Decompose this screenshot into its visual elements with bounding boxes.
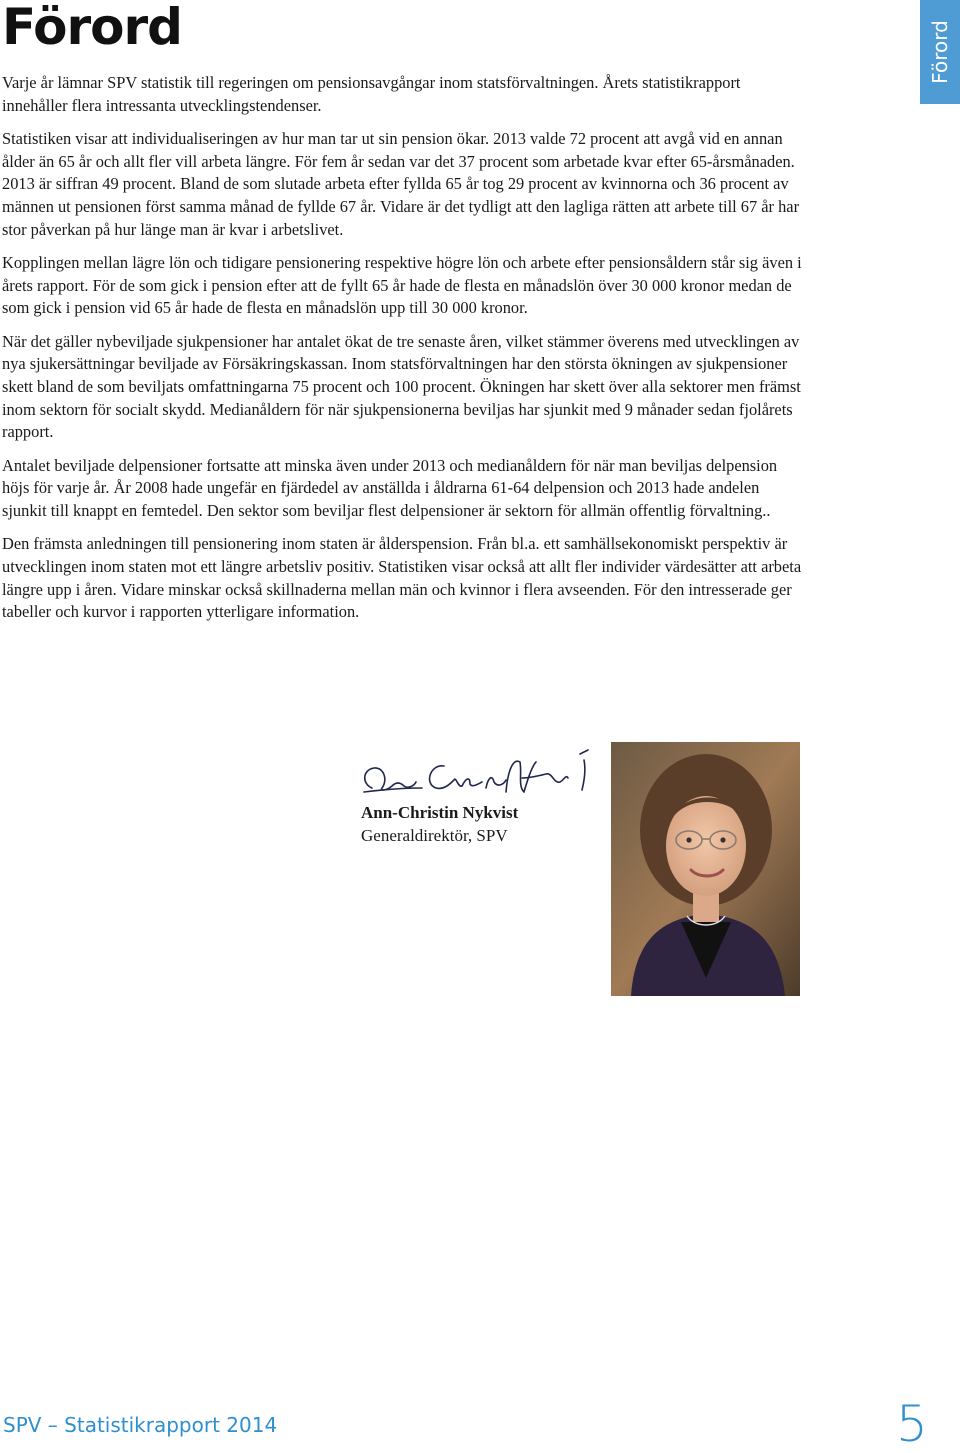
signatory-name: Ann-Christin Nykvist — [361, 803, 519, 822]
paragraph-salary: Kopplingen mellan lägre lön och tidigare pensionering respektive högre lön och arbete efter pensionsåldern står sig även i årets rapport. För de som gick i pension efter att de fyllt 65 år hade de flesta en månadslön över 30 000 kronor medan de som gick i pension vid 65 år hade de flesta en månadslön upp till 30 000 kronor. — [2, 252, 802, 318]
section-tab-label: Förord — [928, 20, 952, 84]
footer-publication: SPV – Statistikrapport 2014 — [3, 1413, 278, 1437]
page-number: 5 — [896, 1395, 928, 1453]
paragraph-conclusion: Den främsta anledningen till pensionering inom staten är ålderspension. Från bl.a. ett samhällsekonomiskt perspektiv är utvecklingen inom staten mot ett längre arbetsliv positiv. Statistiken visar också att allt fler individer värdesätter att arbeta längre upp i åren. Vidare minskar också skillnaderna mellan män och kvinnor i flera avseenden. För den intresserade ger tabeller och kurvor i rapporten ytterligare information. — [2, 534, 802, 622]
paragraph-partial-pension: Antalet beviljade delpensioner fortsatte att minska även under 2013 och medianåldern för när man beviljas delpension höjs för varje år. År 2008 hade ungefär en fjärdedel av anställda i åldrarna 61-64 delpension och 2013 hade andelen sjunkit till knappt en femtedel. Den sektor som beviljar flest delpensioner är sektorn för allmän offentlig förvaltning.. — [2, 455, 778, 520]
signatory-title: Generaldirektör, SPV — [361, 826, 508, 845]
section-tab — [920, 0, 960, 104]
paragraph-individualisation: Statistiken visar att individualiseringen av hur man tar ut sin pension ökar. 2013 valde 72 procent att avgå vid en annan ålder än 65 år och allt fler vill arbeta längre. För fem år sedan var det 37 procent som arbetade kvar efter 65-årsmånaden. 2013 är siffran 49 procent. Bland de som slutade arbeta efter fyllda 65 år tog 29 procent av kvinnorna och 36 procent av männen ut pensionen först samma månad de fyllde 67 år. Vidare är det tydligt att den lagliga rätten att arbete till 67 år har stor påverkan på hur länge man är kvar i arbetslivet. — [2, 128, 800, 239]
body-text — [2, 72, 802, 634]
handwritten-signature — [358, 748, 598, 806]
portrait-photo — [611, 742, 800, 996]
paragraph-sick-pension: När det gäller nybeviljade sjukpensioner har antalet ökat de tre senaste åren, vilket stämmer överens med utvecklingen av nya sjukersättningar beviljade av Försäkringskassan. Inom statsförvaltningen har den största ökningen av sjukpensioner skett bland de som beviljats omfattningarna 75 procent och 100 procent. Ökningen har skett över alla sektorer men främst inom sektorn för socialt skydd. Medianåldern för när sjukpensionerna beviljas har sjunkit med 9 månader sedan fjolårets rapport. — [2, 331, 801, 442]
paragraph-intro: Varje år lämnar SPV statistik till regeringen om pensionsavgångar inom statsförvaltningen. Årets statistikrapport innehåller flera intressanta utvecklingstendenser. — [2, 73, 741, 115]
page-title: Förord — [2, 0, 182, 56]
